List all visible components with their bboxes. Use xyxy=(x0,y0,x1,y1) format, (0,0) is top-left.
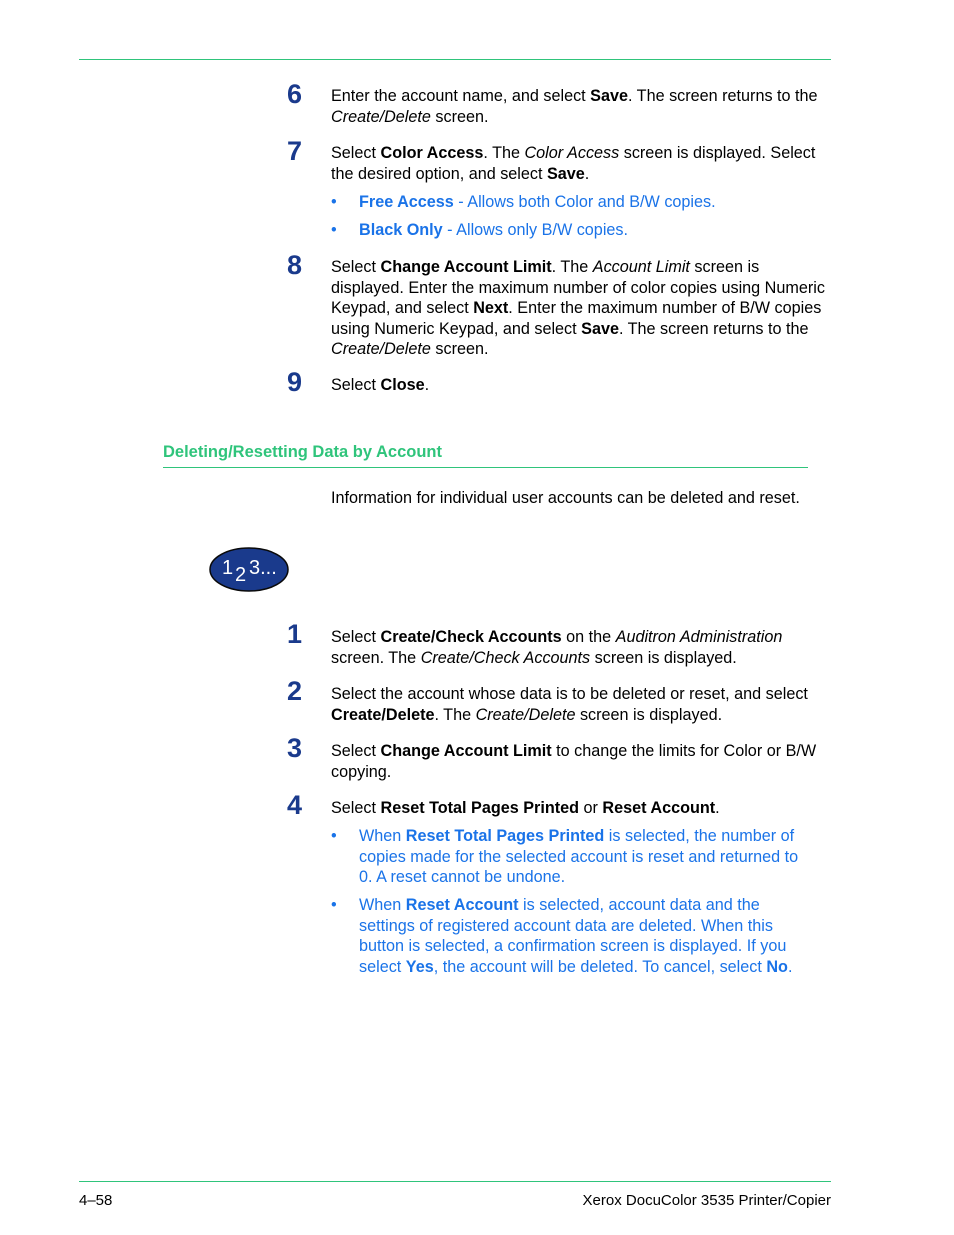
step-text xyxy=(331,684,831,725)
step-text xyxy=(331,143,831,184)
badge-digit: 1 xyxy=(222,557,234,579)
bold-text: Next xyxy=(473,299,509,317)
bullet-item xyxy=(331,826,811,888)
text-run: . The xyxy=(483,144,525,162)
text-run: . xyxy=(715,799,720,817)
page-number: 4–58 xyxy=(79,1192,113,1209)
bullet-dot: • xyxy=(331,896,337,914)
italic-text: Create/Delete xyxy=(475,705,576,724)
text-run: Select xyxy=(331,376,381,394)
text-run: screen is displayed. xyxy=(575,705,723,724)
step-text xyxy=(331,257,831,360)
step-text xyxy=(331,798,831,819)
bullet-text xyxy=(359,192,811,213)
bold-text: No xyxy=(766,957,788,976)
text-run: screen. xyxy=(430,107,489,126)
text-run: - Allows only B/W copies. xyxy=(442,221,629,239)
text-run: is selected, the number of copies made for the selected account is reset and returned to 0. A reset cannot be undone. xyxy=(359,827,799,886)
bold-text: Save xyxy=(590,87,628,105)
text-run: screen. The xyxy=(331,648,421,667)
step-text xyxy=(331,627,831,668)
italic-text: Account Limit xyxy=(592,258,690,276)
step-number: 8 xyxy=(287,250,303,280)
text-run: Select xyxy=(331,742,381,760)
footer-rule xyxy=(79,1181,831,1182)
italic-text: Create/Delete xyxy=(331,107,431,126)
text-run: . The screen returns to the xyxy=(618,319,809,338)
text-run: Enter the account name, and select xyxy=(331,87,591,105)
bold-text: Create/Delete xyxy=(331,705,435,724)
bullet-item xyxy=(331,192,811,213)
bold-text: Black Only xyxy=(359,221,443,239)
step-number: 3 xyxy=(287,733,303,763)
text-run: screen is displayed. xyxy=(590,648,737,667)
header-rule xyxy=(79,59,831,60)
text-run: . xyxy=(584,164,590,183)
bold-text: Reset Account xyxy=(405,896,519,914)
bold-text: Create/Check Accounts xyxy=(380,628,562,646)
text-run: Select xyxy=(331,258,381,276)
bold-text: Change Account Limit xyxy=(380,742,552,760)
bullet-text xyxy=(359,826,811,888)
bold-text: Reset Account xyxy=(602,799,716,817)
bold-text: Reset Total Pages Printed xyxy=(380,799,580,817)
bullet-dot: • xyxy=(331,193,337,211)
step-number: 6 xyxy=(287,79,303,109)
numbered-steps-icon xyxy=(209,547,289,592)
text-run: - Allows both Color and B/W copies. xyxy=(453,193,716,211)
text-run: . xyxy=(424,376,430,394)
text-run: . Enter the maximum number of B/W copies using Numeric Keypad, and select xyxy=(331,299,822,338)
section-intro: Information for individual user accounts can be deleted and reset. xyxy=(331,489,800,507)
text-run: Select the account whose data is to be deleted or reset, and select xyxy=(331,685,808,703)
bullet-text xyxy=(359,895,811,977)
bold-text: Yes xyxy=(405,957,434,976)
product-name: Xerox DocuColor 3535 Printer/Copier xyxy=(582,1192,831,1209)
text-run: . xyxy=(787,957,793,976)
italic-text: Color Access xyxy=(524,144,620,162)
text-run: is selected, account data and the settings of registered account data are deleted. When this button is selected, a confirmation screen is displayed. If you select xyxy=(359,896,787,976)
bold-text: Color Access xyxy=(380,144,484,162)
bold-text: Save xyxy=(546,164,585,183)
text-run: screen is displayed. Enter the maximum number of color copies using Numeric Keypad, and select xyxy=(331,258,825,317)
text-run: Select xyxy=(331,144,381,162)
section-heading: Deleting/Resetting Data by Account xyxy=(163,443,443,461)
italic-text: Auditron Administration xyxy=(615,628,783,646)
step-number: 1 xyxy=(287,619,303,649)
text-run: , the account will be deleted. To cancel, select xyxy=(433,957,767,976)
italic-text: Create/Check Accounts xyxy=(420,648,591,667)
bold-text: Save xyxy=(581,319,619,338)
bold-text: Change Account Limit xyxy=(380,258,552,276)
bold-text: Reset Total Pages Printed xyxy=(405,827,605,845)
text-run: Select xyxy=(331,799,381,817)
text-run: When xyxy=(359,896,406,914)
bullet-text xyxy=(359,220,811,241)
step-number: 7 xyxy=(287,136,303,166)
italic-text: Create/Delete xyxy=(331,340,431,358)
text-run: Select xyxy=(331,628,381,646)
text-run: screen is displayed. Select the desired option, and select xyxy=(331,144,816,183)
step-number: 9 xyxy=(287,367,303,397)
text-run: . The screen returns to the xyxy=(627,87,818,105)
badge-digit: 2 xyxy=(235,564,247,586)
bold-text: Close xyxy=(380,376,425,394)
badge-digit: 3... xyxy=(249,557,277,579)
text-run: or xyxy=(579,799,603,817)
text-run: . The xyxy=(551,258,593,276)
step-text xyxy=(331,86,831,127)
step-number: 4 xyxy=(287,790,303,820)
text-run: When xyxy=(359,827,406,845)
step-text xyxy=(331,741,831,782)
text-run: screen. xyxy=(430,340,489,358)
step-text xyxy=(331,375,831,396)
bullet-item xyxy=(331,220,811,241)
bold-text: Free Access xyxy=(359,193,454,211)
section-rule xyxy=(163,467,808,468)
text-run: . The xyxy=(434,705,476,724)
bullet-item xyxy=(331,895,811,977)
bullet-dot: • xyxy=(331,827,337,845)
bullet-dot: • xyxy=(331,221,337,239)
text-run: on the xyxy=(561,628,616,646)
step-number: 2 xyxy=(287,676,303,706)
text-run: to change the limits for Color or B/W copying. xyxy=(331,742,817,781)
